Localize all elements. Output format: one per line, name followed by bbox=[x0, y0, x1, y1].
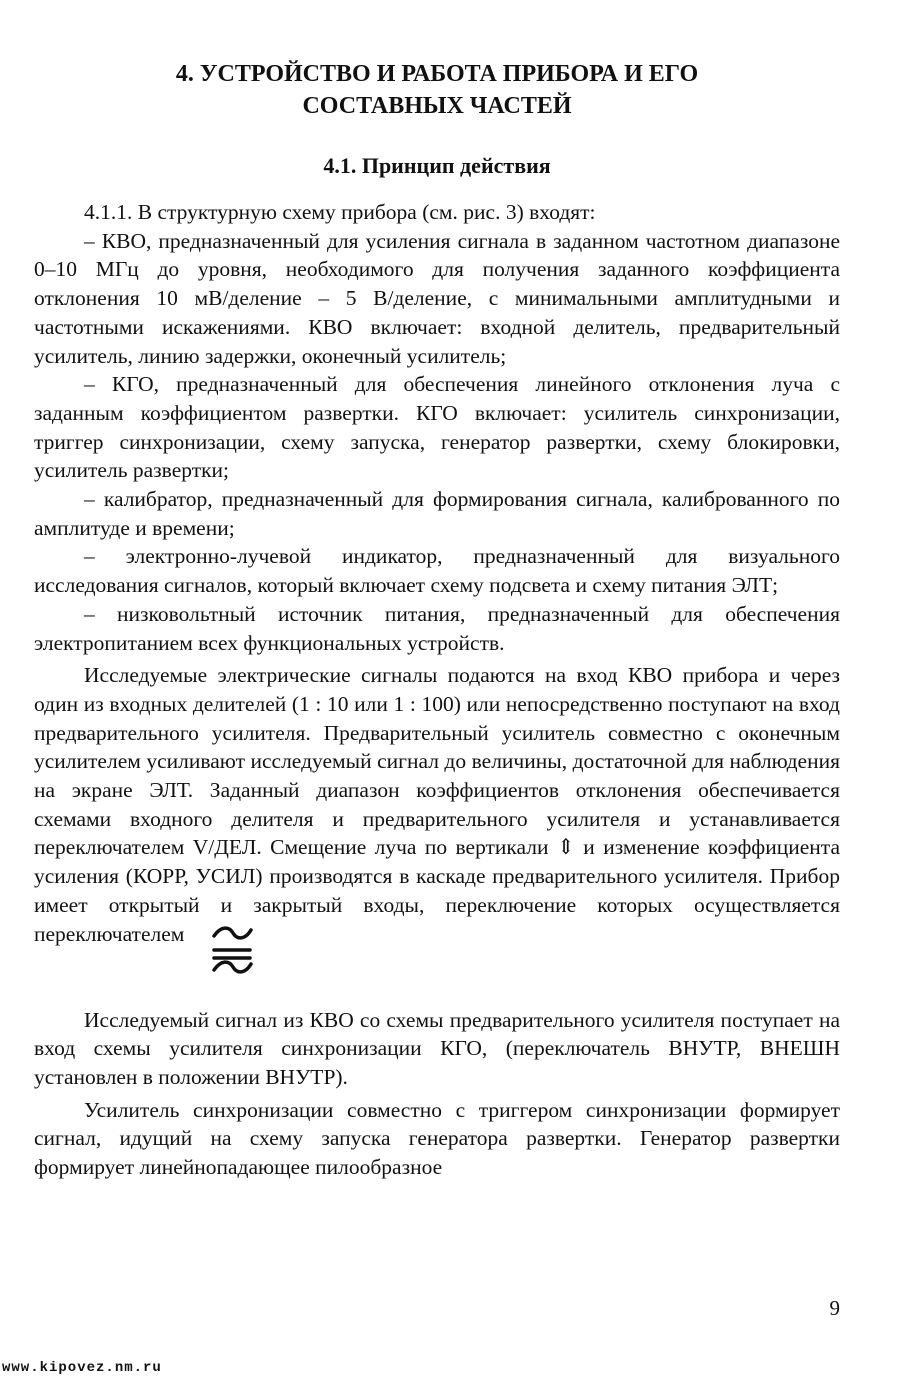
paragraph-calibrator: – калибратор, предназначенный для формирования сигнала, калиброванного по амплитуде и времени; bbox=[34, 487, 840, 540]
paragraph-power-supply: – низковольтный источник питания, предназначенный для обеспечения электропитанием всех функциональных устройств. bbox=[34, 601, 840, 655]
paragraph-sweep-generator: Усилитель синхронизации совместно с триггером синхронизации формирует сигнал, идущий на схему запуска генератора развертки. Генератор развертки формирует линейнопадающее пилообразное bbox=[34, 1097, 840, 1180]
page-number: 9 bbox=[829, 1296, 840, 1320]
chapter-title-line-1: 4. УСТРОЙСТВО И РАБОТА ПРИБОРА И ЕГО bbox=[175, 61, 699, 87]
paragraph-intro: 4.1.1. В структурную схему прибора (см. рис. 3) входят: bbox=[84, 200, 596, 224]
chapter-title-line-2: СОСТАВНЫХ ЧАСТЕЙ bbox=[302, 93, 572, 119]
paragraph-sync-input: Исследуемый сигнал из КВО со схемы предварительного усилителя поступает на вход схемы усилителя синхронизации КГО, (переключатель ВНУТР, ВНЕШН установлен в положении ВНУТР). bbox=[34, 1007, 840, 1089]
ac-dc-switch-icon bbox=[210, 920, 254, 976]
paragraph-kvo: – КВО, предназначенный для усиления сигнала в заданном частотном диапазоне 0–10 МГц до уровня, необходимого для получения заданного коэффициента отклонения 10 мВ/деление – 5 В/деление, с минимальными амплитудными и частотными искажениями. КВО включает: входной делитель, предварительный усилитель, линию задержки, оконечный усилитель; bbox=[34, 228, 840, 368]
paragraph-indicator: – электронно-лучевой индикатор, предназначенный для визуального исследования сигналов, который включает схему подсвета и схему питания ЭЛТ; bbox=[34, 544, 840, 598]
chapter-title bbox=[34, 58, 840, 122]
site-url-footer: www.kipovez.nm.ru bbox=[2, 1360, 162, 1376]
paragraph-signal-path bbox=[34, 661, 840, 975]
section-title: 4.1. Принцип действия bbox=[323, 153, 551, 178]
paragraph-kgo: – КГО, предназначенный для обеспечения линейного отклонения луча с заданным коэффициентом развертки. КГО включает: усилитель синхронизации, триггер синхронизации, схему запуска, генератор развертки, схему блокировки, усилитель развертки; bbox=[34, 372, 840, 483]
body-text bbox=[34, 198, 840, 1182]
paragraph-signal-path-text: Исследуемые электрические сигналы подаются на вход КВО прибора и через один из входных делителей (1 : 10 или 1 : 100) или непосредственно поступают на вход предварительного усилителя. Предварительный усилитель совместно с оконечным усилителем усиливают исследуемый сигнал до величины, достаточной для наблюдения на экране ЭЛТ. Заданный диапазон коэффициентов отклонения обеспечивается схемами входного делителя и предварительного усилителя и устанавливается переключателем V/ДЕЛ. Смещение луча по вертикали ⇕ и изменение коэффициента усиления (КОРР, УСИЛ) производятся в каскаде предварительного усилителя. Прибор имеет открытый и закрытый входы, переключение которых осуществляется переключателем bbox=[34, 663, 840, 946]
document-page bbox=[34, 0, 840, 1381]
